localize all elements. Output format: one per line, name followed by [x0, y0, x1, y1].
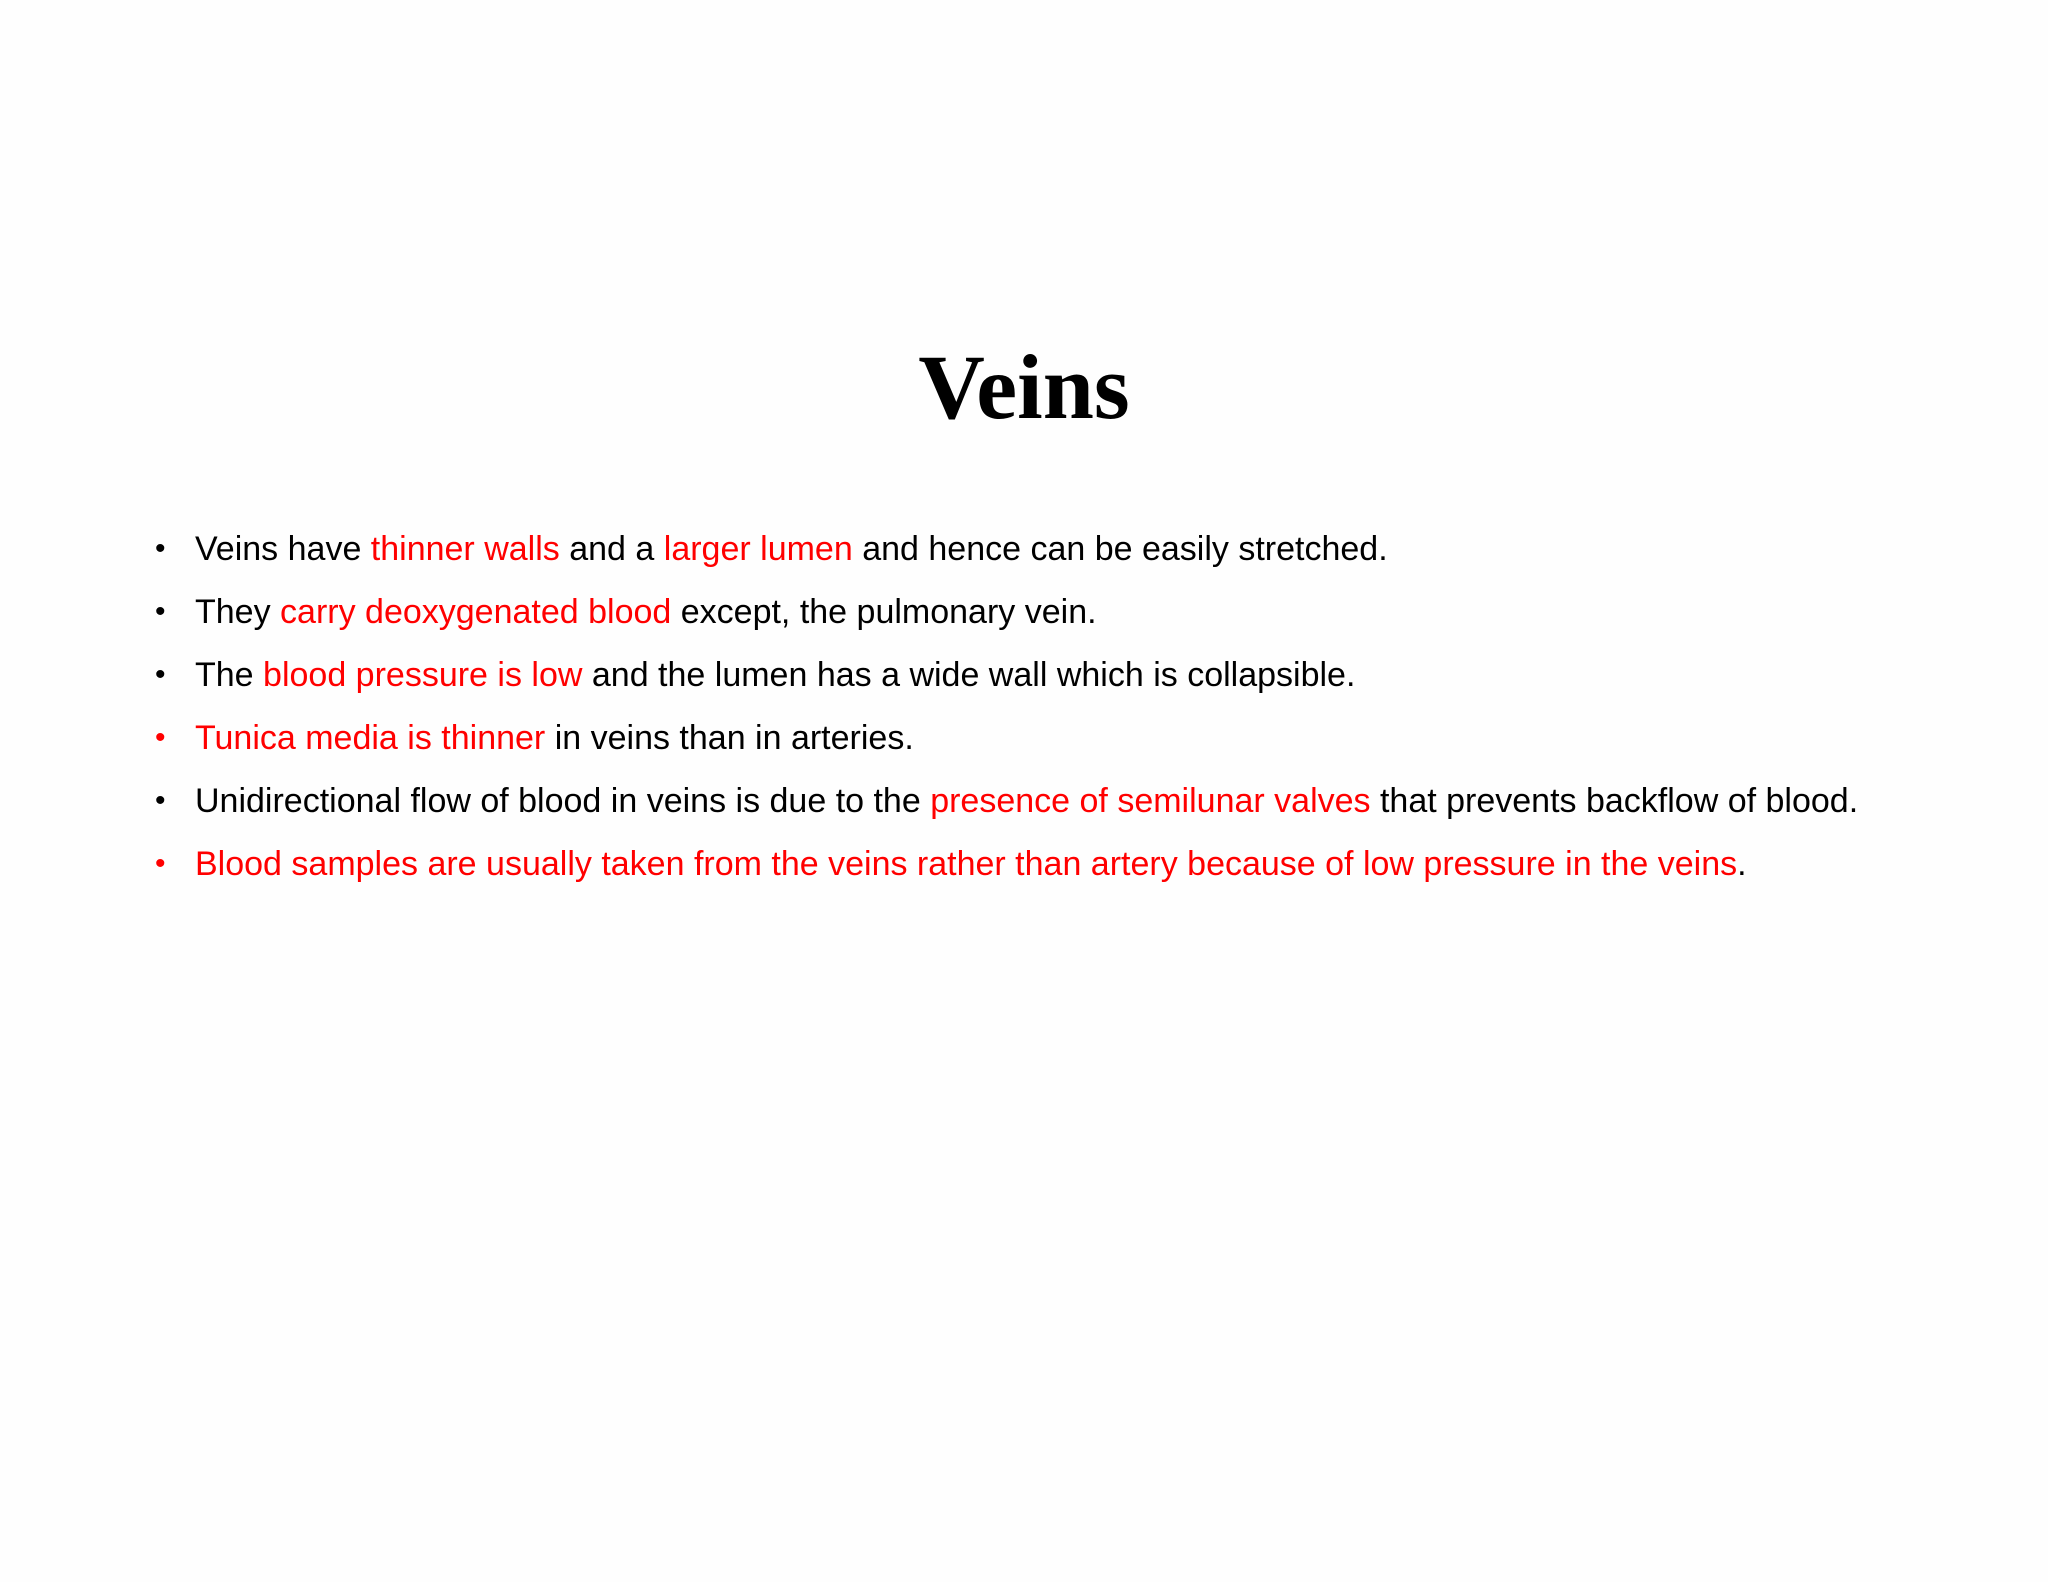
highlighted-text: Tunica media is thinner: [195, 719, 546, 757]
bullet-list: [155, 528, 1875, 906]
bullet-item: [155, 654, 1875, 696]
bullet-marker: •: [155, 784, 166, 817]
slide-title: Veins: [918, 336, 1130, 438]
bullet-text: Unidirectional flow of blood in veins is due to the: [195, 782, 931, 820]
bullet-item: [155, 717, 1875, 759]
bullet-item: [155, 780, 1875, 822]
bullet-text: except, the pulmonary vein.: [671, 593, 1097, 631]
bullet-text: They: [195, 593, 281, 631]
bullet-marker: •: [155, 595, 166, 628]
bullet-item: [155, 591, 1875, 633]
bullet-text: in veins than in arteries.: [545, 719, 914, 757]
highlighted-text: blood pressure is low: [263, 656, 583, 694]
bullet-text: that prevents backflow of blood.: [1370, 782, 1859, 820]
bullet-text: .: [1737, 845, 1747, 883]
bullet-text: The: [195, 656, 264, 694]
bullet-text: and hence can be easily stretched.: [852, 530, 1388, 568]
bullet-marker: •: [155, 721, 166, 754]
highlighted-text: carry deoxygenated blood: [280, 593, 672, 631]
bullet-marker: •: [155, 847, 166, 880]
bullet-text: and the lumen has a wide wall which is collapsible.: [582, 656, 1356, 694]
highlighted-text: presence of semilunar valves: [930, 782, 1371, 820]
highlighted-text: Blood samples are usually taken from the veins rather than artery because of low pressure in the veins: [195, 845, 1738, 883]
bullet-text: and a: [559, 530, 664, 568]
highlighted-text: thinner walls: [370, 530, 560, 568]
highlighted-text: larger lumen: [663, 530, 853, 568]
bullet-text: Veins have: [195, 530, 371, 568]
bullet-item: [155, 843, 1875, 885]
bullet-marker: •: [155, 658, 166, 691]
bullet-item: [155, 528, 1875, 570]
bullet-marker: •: [155, 532, 166, 565]
